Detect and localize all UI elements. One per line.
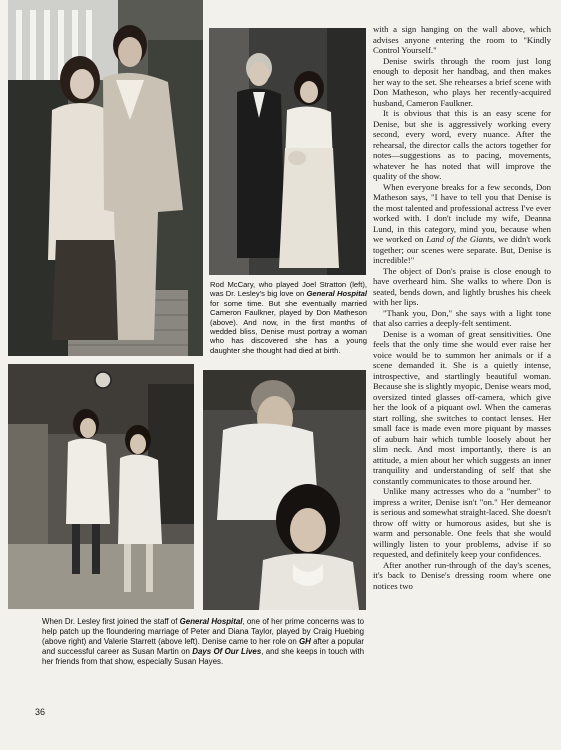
- photo-nurses-scene-image: [8, 364, 194, 609]
- photo-patient-scene-image: [203, 370, 366, 610]
- article-paragraph-7: Unlike many actresses who do a "number" to impress a writer, Denise isn't "on." Her demeanor is serious and somewhat straight-laced. She doesn't throw off witty or humorous asides, but she is warm and personable. One feels that she would willingly listen to your problems, advise if so requested, and definitely keep your confidences.: [373, 486, 551, 559]
- caption-dr-lesley-show-3: Days Of Our Lives: [192, 646, 262, 656]
- photo-rod-mccary-couple-image: [8, 0, 203, 356]
- caption-rod-mccary-show: General Hospital: [306, 289, 367, 299]
- caption-dr-lesley-show-1: General Hospital: [179, 617, 243, 626]
- caption-dr-lesley: [42, 617, 364, 667]
- article-paragraph-3-text-1: When everyone breaks for a few seconds, Don Matheson says, "I have to tell you that Denise is the most talented and professional actress I've ever worked with. I don't include my wife, Deanna Lund, in this category, mind you, because when we worked on: [373, 181, 551, 244]
- photo-wedding-scene: [209, 28, 366, 275]
- article-paragraph-4: The object of Don's praise is close enough to have overheard him. She walks to where Don is seated, bends down, and lightly brushes his cheek with her lips.: [373, 265, 551, 307]
- article-show-title: Land of the Giants: [426, 234, 494, 244]
- article-paragraph-2: It is obvious that this is an easy scene for Denise, but she is aggressively working every second, every word, every nuance. After the rehearsal, the director calls the actors together for notes—suggestions as to pacing, movements, whatever he has noted that will improve the quality of the show.: [373, 108, 551, 181]
- article-paragraph-3: [373, 182, 551, 266]
- article-paragraph-3-text-2: , we didn't work together; our scenes were separate. But, Denise is incredible!": [373, 234, 551, 265]
- caption-rod-mccary: [210, 280, 367, 355]
- caption-rod-mccary-text-1: Rod McCary, who played Joel Stratton (left), was Dr. Lesley's big love on: [210, 280, 367, 299]
- article-paragraph-6: Denise is a woman of great sensitivities. One feels that the only time she would ever raise her voice would be to summon her animals or if a scene demanded it. She is a quietly intense, introspective, and startlingly beautiful woman. Because she is slightly myopic, Denise wears mod, oversized tinted glasses off-camera, which give her the look of a piquant owl. When the cameras start rolling, she switches to contact lenses. Her small face is made even more piquant by masses of auburn hair which tumble loosely about her slim neck. And most importantly, there is an attitude, a mien about her which suggests an inner tranquility and understanding of self that she constantly communicates to those around her.: [373, 328, 551, 486]
- caption-dr-lesley-show-2: GH: [299, 636, 311, 646]
- article-paragraph-8: After another run-through of the day's scenes, it's back to Denise's dressing room where one notices two: [373, 559, 551, 591]
- photo-patient-scene: [203, 370, 366, 610]
- photo-nurses-scene: [8, 364, 194, 609]
- article-column: [373, 24, 551, 591]
- caption-dr-lesley-text-3: after a popular and successful career as Susan Martin on: [42, 636, 364, 656]
- page-number: 36: [35, 707, 46, 717]
- article-paragraph-1: Denise swirls through the room just long enough to deposit her handbag, and then makes her way to the set. She rehearses a brief scene with Don Matheson, who plays her recently-acquired husband, Cameron Faulkner.: [373, 55, 551, 108]
- caption-dr-lesley-text-4: , and she keeps in touch with her friends from that show, especially Susan Hayes.: [42, 646, 364, 666]
- caption-dr-lesley-text-2: , one of her prime concerns was to help patch up the floundering marriage of Peter and Diana Taylor, played by Craig Huebing (above right) and Valerie Starrett (above left). Denise came to her role on: [42, 617, 364, 646]
- caption-dr-lesley-text-1: When Dr. Lesley first joined the staff of: [42, 617, 180, 626]
- caption-rod-mccary-text-2: for some time. But she eventually married Cameron Faulkner, played by Don Matheson (above). And now, in the first months of wedded bliss, Denise must portray a woman who has discovered she has a young daughter she thought had died at birth.: [210, 298, 367, 355]
- article-paragraph-5: "Thank you, Don," she says with a light tone that also carries a deeply-felt sentiment.: [373, 307, 551, 328]
- photo-wedding-scene-image: [209, 28, 366, 275]
- photo-rod-mccary-couple: [8, 0, 203, 356]
- article-paragraph-0: with a sign hanging on the wall above, which advises anyone entering the room to "Kindly Control Yourself.": [373, 24, 551, 55]
